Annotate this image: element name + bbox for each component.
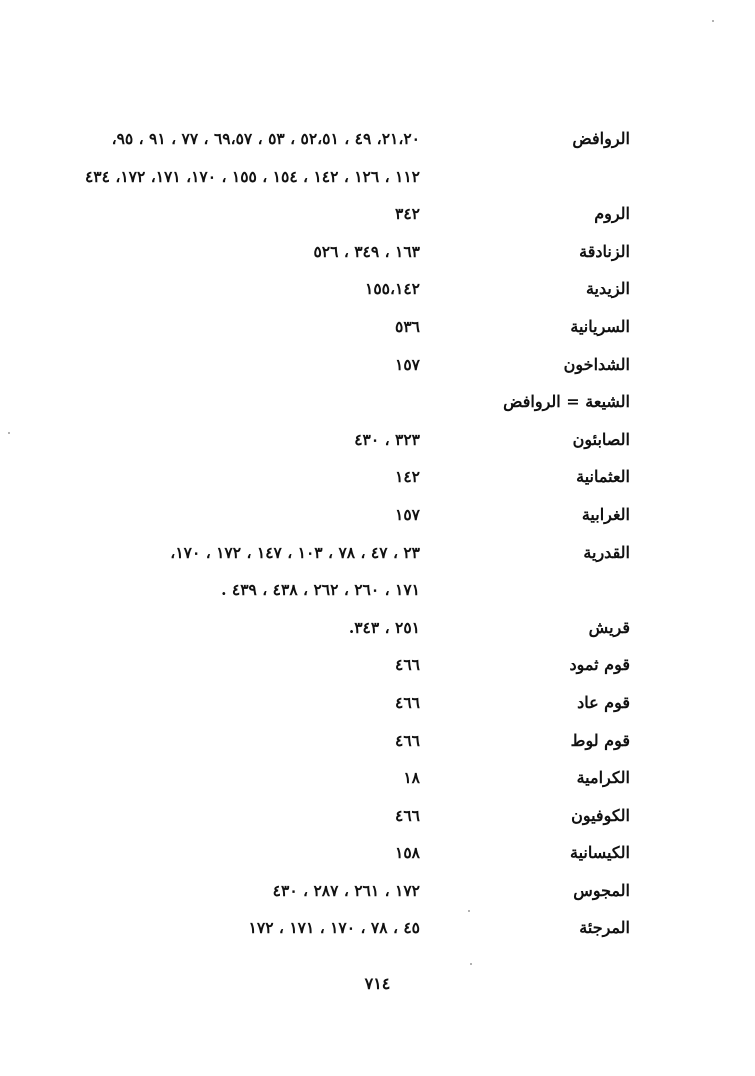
entry-pages: ٢١،٢٠، ٤٩ ، ٥٢،٥١ ، ٥٣ ، ٦٩،٥٧ ، ٧٧ ، ٩١ ، ٩٥، [111, 129, 420, 148]
entry-pages: ١٥٥،١٤٢ [365, 279, 420, 299]
entry-term: المجوس [573, 880, 630, 900]
entry-pages: ٢٣ ، ٤٧ ، ٧٨ ، ١٠٣ ، ١٤٧ ، ١٧٢ ، ١٧٠، [170, 542, 420, 562]
entry-term: الكوفيون [571, 805, 630, 825]
entry-pages: ٢٥١ ، ٣٤٣. [348, 617, 420, 637]
entry-term: الشيعة = الروافض [503, 392, 630, 412]
entry-pages: ٤٦٦ [395, 692, 420, 712]
entry-term: الكيسانية [570, 843, 630, 863]
index-entry [70, 278, 630, 316]
entry-term: العثمانية [576, 467, 630, 487]
entry-pages: ١٥٧ [395, 354, 420, 374]
index-entry [70, 203, 630, 241]
entry-pages: ٤٦٦ [395, 805, 420, 825]
entry-term: الزنادقة [579, 241, 630, 261]
index-list [70, 128, 630, 955]
index-entry [70, 579, 630, 617]
entry-pages: ١١٢ ، ١٢٦ ، ١٤٢ ، ١٥٤ ، ١٥٥ ، ١٧٠، ١٧١، ١٧٢، ٤٣٤ [84, 166, 420, 186]
entry-pages: ١٧٢ ، ٢٦١ ، ٢٨٧ ، ٤٣٠ [272, 880, 420, 900]
entry-term: الزيدية [585, 279, 630, 299]
scan-speck [468, 910, 470, 912]
entry-pages: ١٨ [403, 768, 420, 788]
entry-pages: ٥٣٦ [395, 316, 420, 336]
entry-term: الغرابية [581, 504, 630, 524]
index-entry [70, 842, 630, 880]
entry-pages: ١٧١ ، ٢٦٠ ، ٢٦٢ ، ٤٣٨ ، ٤٣٩ . [221, 580, 420, 600]
entry-pages: ٤٦٦ [395, 730, 420, 750]
scan-speck [8, 432, 10, 434]
index-entry [70, 917, 630, 955]
index-entry [70, 805, 630, 843]
entry-pages: ١٥٧ [395, 504, 420, 524]
entry-term: الروم [594, 204, 630, 224]
entry-term: الصابئون [572, 429, 630, 449]
entry-pages: ٤٦٦ [395, 655, 420, 675]
scan-speck [712, 20, 714, 22]
index-entry [70, 692, 630, 730]
scan-speck [470, 963, 472, 965]
index-entry [70, 617, 630, 655]
entry-term: قوم لوط [570, 730, 630, 750]
entry-pages: ٤٥ ، ٧٨ ، ١٧٠ ، ١٧١ ، ١٧٢ [248, 918, 420, 938]
index-entry [70, 654, 630, 692]
page-number: ٧١٤ [364, 974, 391, 993]
index-entry [70, 354, 630, 392]
entry-term: الشداخون [563, 354, 630, 374]
entry-term: المرجئة [579, 918, 630, 938]
index-entry [70, 391, 630, 429]
index-entry [70, 730, 630, 768]
entry-pages: ١٤٢ [395, 467, 420, 487]
index-entry [70, 466, 630, 504]
index-entry [70, 880, 630, 918]
entry-term: قريش [588, 617, 630, 637]
entry-pages: ٣٤٢ [395, 204, 420, 224]
entry-term: القدرية [583, 542, 630, 562]
entry-pages: ١٦٣ ، ٣٤٩ ، ٥٢٦ [313, 241, 420, 261]
entry-term: الكرامية [576, 768, 630, 788]
entry-term: قوم ثمود [569, 655, 630, 675]
index-entry [70, 504, 630, 542]
index-entry [70, 241, 630, 279]
index-entry [70, 316, 630, 354]
index-entry [70, 128, 630, 166]
entry-term: الروافض [572, 129, 630, 148]
index-entry [70, 429, 630, 467]
entry-term: السريانية [570, 316, 630, 336]
index-entry [70, 542, 630, 580]
entry-term: قوم عاد [577, 692, 630, 712]
index-entry [70, 767, 630, 805]
entry-pages: ٣٢٣ ، ٤٣٠ [354, 429, 420, 449]
entry-pages: ١٥٨ [395, 843, 420, 863]
index-entry [70, 166, 630, 204]
